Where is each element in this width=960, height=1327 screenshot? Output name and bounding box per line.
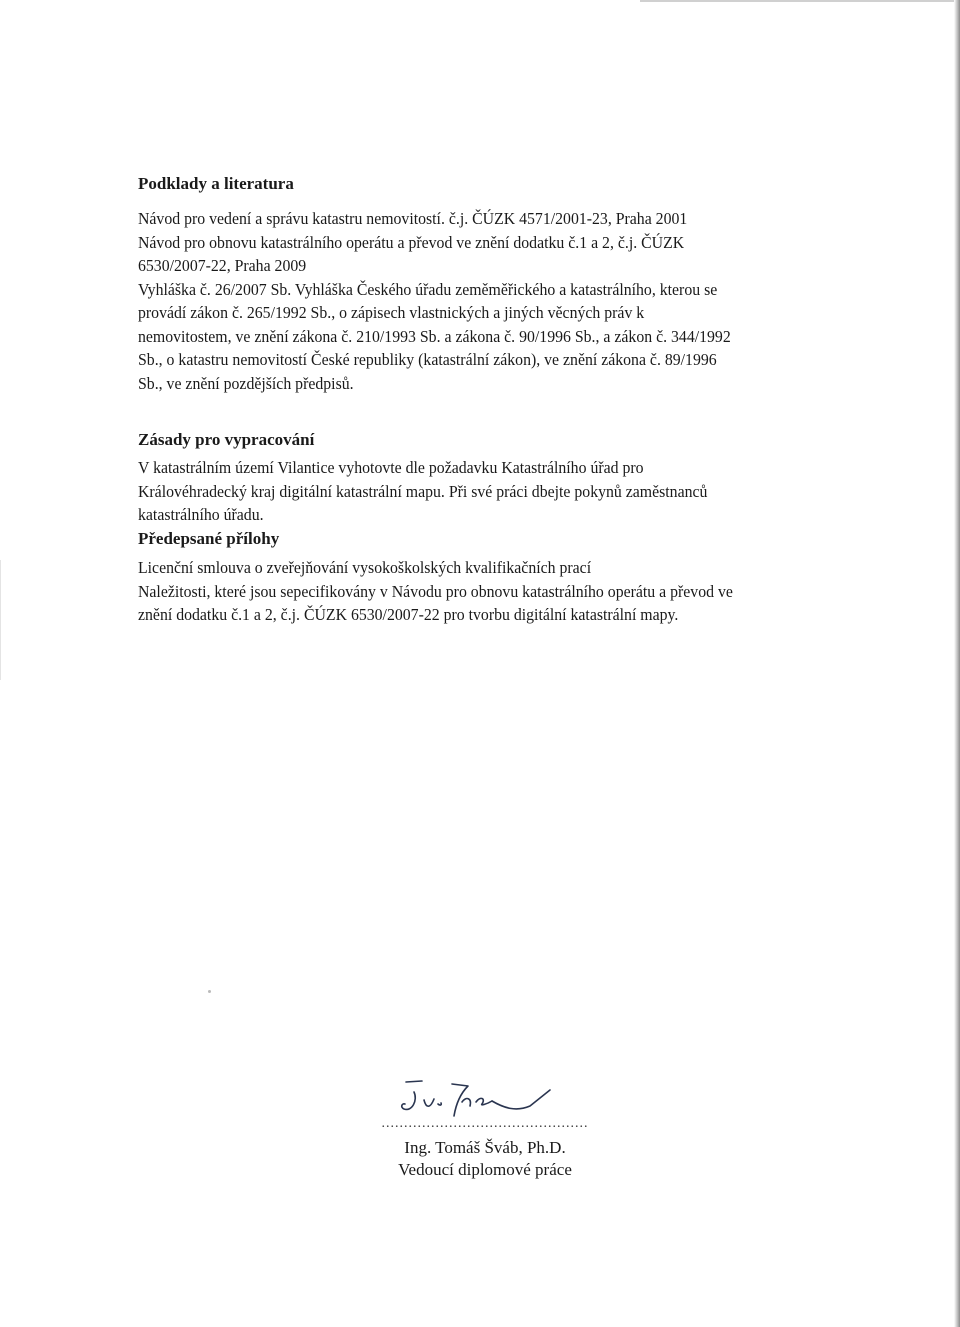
- section-heading-zasady: Zásady pro vypracování: [138, 430, 315, 449]
- scan-edge-top: [640, 0, 960, 2]
- section-body-literatura: [138, 207, 858, 395]
- text-line: Sb., ve znění pozdějších předpisů.: [138, 373, 354, 393]
- text-line: Návod pro vedení a správu katastru nemovitostí. č.j. ČÚZK 4571/2001-23, Praha 2001: [138, 209, 688, 228]
- section-body-prilohy: [138, 556, 858, 627]
- section-heading-prilohy: Předepsané přílohy: [138, 529, 280, 548]
- signature-line: ..............................................: [381, 1116, 589, 1131]
- scan-speck: [208, 990, 211, 993]
- text-line: Královéhradecký kraj digitální katastrální mapu. Při své práci dbejte pokynů zaměstnanců: [138, 481, 708, 501]
- text-line: Návod pro obnovu katastrálního operátu a převod ve znění dodatku č.1 a 2, č.j. ČÚZK: [138, 232, 685, 252]
- text-line: katastrálního úřadu.: [138, 505, 264, 524]
- text-line: 6530/2007-22, Praha 2009: [138, 256, 307, 275]
- text-line: Naležitosti, které jsou sepecifikovány v Návodu pro obnovu katastrálního operátu a převod ve: [138, 581, 733, 601]
- text-line: nemovitostem, ve znění zákona č. 210/1993 Sb. a zákona č. 90/1996 Sb., a zákon č. 344/1992: [138, 326, 731, 346]
- text-line: V katastrálním území Vilantice vyhotovte dle požadavku Katastrálního úřad pro: [138, 458, 644, 477]
- text-line: znění dodatku č.1 a 2, č.j. ČÚZK 6530/2007-22 pro tvorbu digitální katastrální mapy.: [138, 605, 679, 624]
- scan-edge-right: [954, 0, 960, 1327]
- supervisor-name: Ing. Tomáš Šváb, Ph.D.: [404, 1138, 566, 1157]
- text-line: Licenční smlouva o zveřejňování vysokoškolských kvalifikačních prací: [138, 558, 592, 577]
- section-body-zasady: [138, 456, 858, 527]
- section-heading-literatura: Podklady a literatura: [138, 174, 294, 193]
- supervisor-role: Vedoucí diplomové práce: [398, 1160, 572, 1179]
- text-line: provádí zákon č. 265/1992 Sb., o zápisech vlastnických a jiných věcných práv k: [138, 303, 645, 322]
- scan-edge-left: [0, 560, 1, 680]
- text-line: Sb., o katastru nemovitostí České republiky (katastrální zákon), ve znění zákona č. 89/1996: [138, 350, 717, 369]
- text-line: Vyhláška č. 26/2007 Sb. Vyhláška Českého úřadu zeměměřického a katastrálního, kterou se: [138, 279, 718, 299]
